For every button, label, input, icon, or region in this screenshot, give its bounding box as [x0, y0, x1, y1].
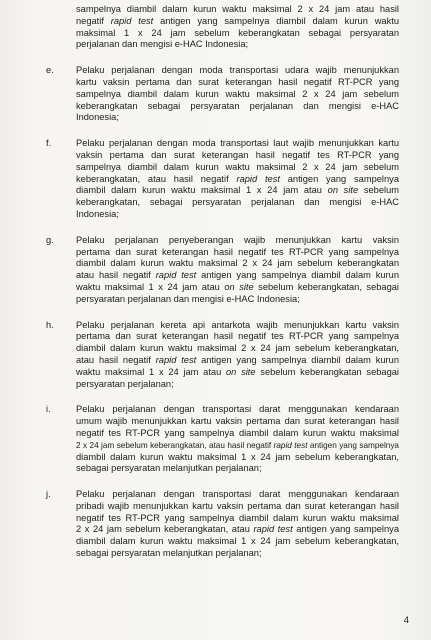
list-item-letter: e.	[46, 65, 54, 76]
list-item-body	[76, 489, 399, 560]
list-item-line: 2 x 24 jam sebelum keberangkatan, atau hasil negatif rapid test antigen yang sampelnya	[76, 440, 399, 450]
list-item-line: Indonesia;	[76, 112, 119, 123]
list-item-line: persyaratan perjalanan dan mengisi e-HAC Indonesia;	[76, 293, 300, 304]
list-item	[46, 489, 399, 560]
list-item-body	[76, 320, 399, 391]
list-item-line: sebagai persyaratan melanjutkan perjalanan;	[76, 463, 262, 474]
list-item	[46, 404, 399, 475]
list-item-body	[76, 138, 399, 221]
continuation-line: sampelnya diambil dalam kurun waktu maksimal 2 x 24 jam atau hasil	[76, 4, 399, 14]
list-item-line: 2 x 24 jam sebelum keberangkatan, atau rapid test antigen yang sampelnya	[76, 524, 399, 535]
continuation-line: maksimal 1 x 24 jam sebelum keberangkatan sebagai persyaratan	[76, 27, 399, 38]
list-item-letter: f.	[46, 138, 52, 149]
list-item-line: Pelaku perjalanan kereta api antarkota wajib menunjukkan kartu vaksin	[76, 319, 399, 330]
list-item-letter: g.	[46, 234, 54, 245]
continuation-paragraph	[76, 4, 399, 51]
list-item-line: keberangkatan sebagai persyaratan perjalanan dan mengisi e-HAC	[76, 100, 399, 111]
list-item-line: sampelnya diambil dalam kurun waktu maksimal 2 x 24 jam sebelum	[76, 88, 399, 99]
list-item-line: diambil dalam kurun waktu maksimal 1 x 24 jam atau on site sebelum	[76, 185, 399, 196]
list-item-line: negatif tes RT-PCR yang sampelnya diambil dalam kurun waktu maksimal	[76, 512, 399, 523]
list-item-line: kartu vaksin pertama dan surat keterangan hasil negatif RT-PCR yang	[76, 76, 399, 87]
list-item-line: Indonesia;	[76, 208, 119, 219]
list-item-body	[76, 65, 399, 124]
list-item-line: vaksin pertama dan surat keterangan hasil negatif tes RT-PCR yang	[76, 149, 399, 160]
list-item-line: diambil dalam kurun waktu maksimal 2 x 24 jam sebelum keberangkatan,	[76, 343, 399, 354]
list-item-line: atau hasil negatif rapid test antigen yang sampelnya diambil dalam kurun	[76, 354, 399, 365]
list-item-line: Pelaku perjalanan dengan transportasi darat menggunakan kendaraan	[76, 404, 399, 415]
list-item-line: sebagai persyaratan melanjutkan perjalanan;	[76, 548, 262, 559]
list-item-line: keberangkatan, sebagai persyaratan perjalanan dan mengisi e-HAC	[76, 197, 399, 208]
list-item-line: atau hasil negatif rapid test antigen yang sampelnya diambil dalam kurun	[76, 270, 399, 281]
page-number: 4	[403, 615, 409, 626]
list-item-line: sampelnya diambil dalam kurun waktu maksimal 2 x 24 jam sebelum	[76, 161, 399, 172]
list-item-line: waktu maksimal 1 x 24 jam atau on site sebelum keberangkatan sebagai	[76, 366, 399, 377]
list-item-line: pertama dan surat keterangan hasil negatif tes RT-PCR yang sampelnya	[76, 246, 399, 257]
continuation-line: perjalanan dan mengisi e-HAC Indonesia;	[76, 39, 249, 50]
list-item-line: Pelaku perjalanan dengan moda transportasi udara wajib menunjukkan	[76, 65, 399, 76]
list-item-line: negatif tes RT-PCR yang sampelnya diambil dalam kurun waktu maksimal	[76, 427, 399, 438]
list-item	[46, 320, 399, 391]
list-item	[46, 235, 399, 306]
list-item-letter: h.	[46, 319, 54, 330]
list-items	[46, 65, 399, 560]
list-item-line: Pelaku perjalanan dengan transportasi darat menggunakan kendaraan	[76, 489, 399, 500]
list-item	[46, 138, 399, 221]
list-item-line: Pelaku perjalanan dengan moda transportasi laut wajib menunjukkan kartu	[76, 138, 399, 149]
continuation-line: negatif rapid test antigen yang sampelnya diambil dalam kurun waktu	[76, 15, 399, 26]
list-item-line: pertama dan surat keterangan hasil negatif tes RT-PCR yang sampelnya	[76, 331, 399, 342]
list-item-line: persyaratan perjalanan;	[76, 378, 174, 389]
list-item-line: diambil dalam kurun waktu maksimal 2 x 24 jam sebelum keberangkatan	[76, 258, 399, 269]
list-item-line: umum wajib menunjukkan kartu vaksin pertama dan surat keterangan hasil	[76, 416, 399, 427]
list-item-letter: j.	[46, 489, 51, 500]
list-item-line: waktu maksimal 1 x 24 jam atau on site sebelum keberangkatan, sebagai	[76, 281, 399, 292]
list-item-line: Pelaku perjalanan penyeberangan wajib menunjukkan kartu vaksin	[76, 234, 399, 245]
list-item-line: diambil dalam kurun waktu maksimal 1 x 24 jam sebelum keberangkatan,	[76, 536, 399, 547]
list-item-letter: i.	[46, 404, 51, 415]
list-item-body	[76, 404, 399, 475]
list-item	[46, 65, 399, 124]
list-item-line: diambil dalam kurun waktu maksimal 1 x 24 jam sebelum keberangkatan,	[76, 451, 399, 462]
list-item-body	[76, 235, 399, 306]
list-item-line: pribadi wajib menunjukkan kartu vaksin pertama dan surat keterangan hasil	[76, 500, 399, 511]
list-item-line: keberangkatan, atau hasil negatif rapid test antigen yang sampelnya	[76, 173, 399, 184]
